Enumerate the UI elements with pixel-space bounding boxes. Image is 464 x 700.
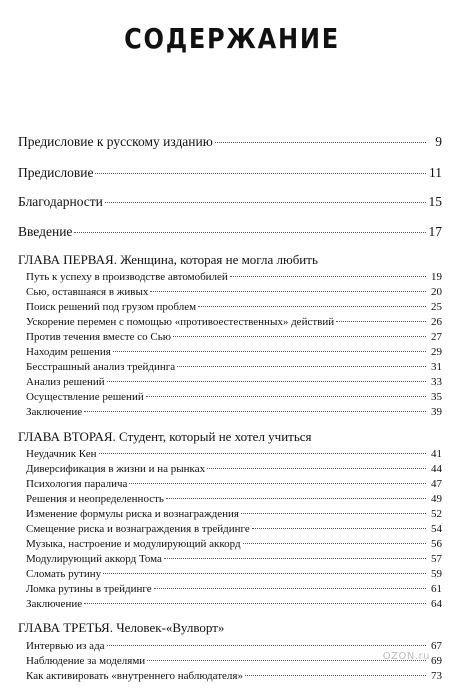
- toc-entry-page: 52: [431, 508, 442, 520]
- dot-leader: [154, 588, 426, 589]
- dot-leader: [150, 291, 426, 292]
- toc-entry-label: Как активировать «внутреннего наблюдателя»: [26, 670, 243, 682]
- dot-leader: [84, 411, 426, 412]
- toc-entry[interactable]: [26, 654, 442, 668]
- toc-entry-label: Ломка рутины в трейдинге: [26, 583, 152, 595]
- dot-leader: [230, 276, 426, 277]
- toc-entry-label: Бесстрашный анализ трейдинга: [26, 361, 176, 373]
- dot-leader: [99, 453, 427, 454]
- toc-entry-label: Интервью из ада: [26, 640, 105, 652]
- toc-entry[interactable]: [18, 165, 442, 181]
- toc-entry-page: 56: [431, 538, 442, 550]
- toc-entry[interactable]: [26, 315, 442, 329]
- dot-leader: [243, 543, 426, 544]
- toc-entry-label: Осуществление решений: [26, 391, 144, 403]
- chapter-heading[interactable]: ГЛАВА ТРЕТЬЯ. Человек-«Вулворт»: [18, 620, 225, 635]
- dot-leader: [166, 498, 426, 499]
- toc-entry-label: Введение: [18, 224, 73, 239]
- dot-leader: [103, 573, 426, 574]
- dot-leader: [173, 336, 426, 337]
- toc-entry-label: Неудачник Кен: [26, 448, 97, 460]
- dot-leader: [198, 306, 426, 307]
- toc-entry-page: 27: [431, 331, 442, 343]
- dot-leader: [107, 381, 426, 382]
- toc-entry-label: Изменение формулы риска и вознаграждения: [26, 508, 239, 520]
- toc-entry-label: Находим решения: [26, 346, 111, 358]
- dot-leader: [107, 645, 426, 646]
- toc-entry-page: 9: [435, 134, 442, 149]
- toc-entry-label: Сломать рутину: [26, 568, 102, 580]
- toc-entry-page: 35: [431, 391, 442, 403]
- toc-entry-label: Заключение: [26, 406, 83, 418]
- toc-entry[interactable]: [26, 492, 442, 506]
- toc-entry[interactable]: [26, 507, 442, 521]
- toc-entry[interactable]: [26, 447, 442, 461]
- toc-entry-label: Анализ решений: [26, 376, 105, 388]
- toc-entry-label: Сью, оставшаяся в живых: [26, 286, 149, 298]
- toc-entry-label: Благодарности: [18, 194, 103, 209]
- toc-entry[interactable]: [26, 537, 442, 551]
- toc-entry[interactable]: [26, 552, 442, 566]
- toc-entry-label: Музыка, настроение и модулирующий аккорд: [26, 538, 241, 550]
- toc-entry[interactable]: [26, 330, 442, 344]
- toc-entry[interactable]: [26, 300, 442, 314]
- toc-entry-page: 39: [431, 406, 442, 418]
- toc-entry-page: 41: [431, 448, 442, 460]
- toc-entry-label: Против течения вместе со Сью: [26, 331, 171, 343]
- toc-entry-label: Заключение: [26, 598, 83, 610]
- toc-entry-page: 61: [431, 583, 442, 595]
- dot-leader: [241, 513, 426, 514]
- toc-entry[interactable]: [26, 390, 442, 404]
- toc-entry-label: Предисловие: [18, 165, 94, 180]
- toc-entry-page: 19: [431, 271, 442, 283]
- toc-entry-label: Психология паралича: [26, 478, 128, 490]
- dot-leader: [245, 675, 426, 676]
- toc-entry-label: Наблюдение за моделями: [26, 655, 146, 667]
- toc-entry[interactable]: [26, 567, 442, 581]
- toc-entry[interactable]: [26, 522, 442, 536]
- dot-leader: [105, 202, 426, 203]
- dot-leader: [215, 142, 426, 143]
- toc-entry[interactable]: [26, 669, 442, 683]
- toc-entry-page: 64: [431, 598, 442, 610]
- toc-entry[interactable]: [26, 582, 442, 596]
- toc-entry[interactable]: [18, 134, 442, 150]
- dot-leader: [146, 396, 426, 397]
- toc-entry-page: 17: [428, 224, 442, 239]
- dot-leader: [129, 483, 426, 484]
- toc-entry-label: Модулирующий аккорд Тома: [26, 553, 162, 565]
- toc-entry-page: 73: [431, 670, 442, 682]
- toc-entry-label: Поиск решений под грузом проблем: [26, 301, 197, 313]
- toc-entry[interactable]: [26, 477, 442, 491]
- ozon-watermark: OZON.ru: [382, 651, 430, 662]
- dot-leader: [336, 321, 426, 322]
- toc-entry[interactable]: [18, 224, 442, 240]
- toc-entry-page: 11: [429, 165, 442, 180]
- toc-entry-page: 29: [431, 346, 442, 358]
- toc-entry[interactable]: [18, 194, 442, 210]
- dot-leader: [74, 232, 426, 233]
- toc-entry-page: 57: [431, 553, 442, 565]
- toc-entry[interactable]: [26, 405, 442, 419]
- chapter-heading[interactable]: ГЛАВА ВТОРАЯ. Студент, который не хотел учиться: [18, 429, 312, 444]
- toc-entry-page: 44: [431, 463, 442, 475]
- toc-entry-page: 59: [431, 568, 442, 580]
- chapter-heading[interactable]: ГЛАВА ПЕРВАЯ. Женщина, которая не могла любить: [18, 252, 318, 267]
- toc-entry[interactable]: [26, 462, 442, 476]
- toc-entry-page: 69: [431, 655, 442, 667]
- toc-entry-label: Диверсификация в жизни и на рынках: [26, 463, 206, 475]
- toc-entry[interactable]: [26, 345, 442, 359]
- toc-entry-page: 25: [431, 301, 442, 313]
- toc-entry-label: Решения и неопределенность: [26, 493, 164, 505]
- page-title: СОДЕРЖАНИЕ: [124, 22, 340, 55]
- toc-entry-label: Ускорение перемен с помощью «противоестественных» действий: [26, 316, 335, 328]
- dot-leader: [207, 468, 426, 469]
- toc-entry[interactable]: [26, 597, 442, 611]
- dot-leader: [113, 351, 426, 352]
- toc-entry-page: 31: [431, 361, 442, 373]
- toc-entry-label: Путь к успеху в производстве автомобилей: [26, 271, 228, 283]
- dot-leader: [84, 603, 426, 604]
- toc-entry[interactable]: [26, 285, 442, 299]
- dot-leader: [164, 558, 426, 559]
- toc-entry-page: 67: [431, 640, 442, 652]
- toc-entry-label: Предисловие к русскому изданию: [18, 134, 213, 149]
- toc-entry-page: 47: [431, 478, 442, 490]
- toc-entry-page: 26: [431, 316, 442, 328]
- toc-entry[interactable]: [26, 270, 442, 284]
- toc-entry-page: 49: [431, 493, 442, 505]
- dot-leader: [95, 173, 426, 174]
- toc-entry-page: 15: [428, 194, 442, 209]
- toc-entry-label: Смещение риска и вознаграждения в трейдинге: [26, 523, 250, 535]
- toc-entry-page: 54: [431, 523, 442, 535]
- dot-leader: [177, 366, 426, 367]
- dot-leader: [252, 528, 426, 529]
- toc-entry[interactable]: [26, 360, 442, 374]
- toc-entry-page: 20: [431, 286, 442, 298]
- toc-entry-page: 33: [431, 376, 442, 388]
- toc-entry[interactable]: [26, 375, 442, 389]
- toc-entry[interactable]: [26, 639, 442, 653]
